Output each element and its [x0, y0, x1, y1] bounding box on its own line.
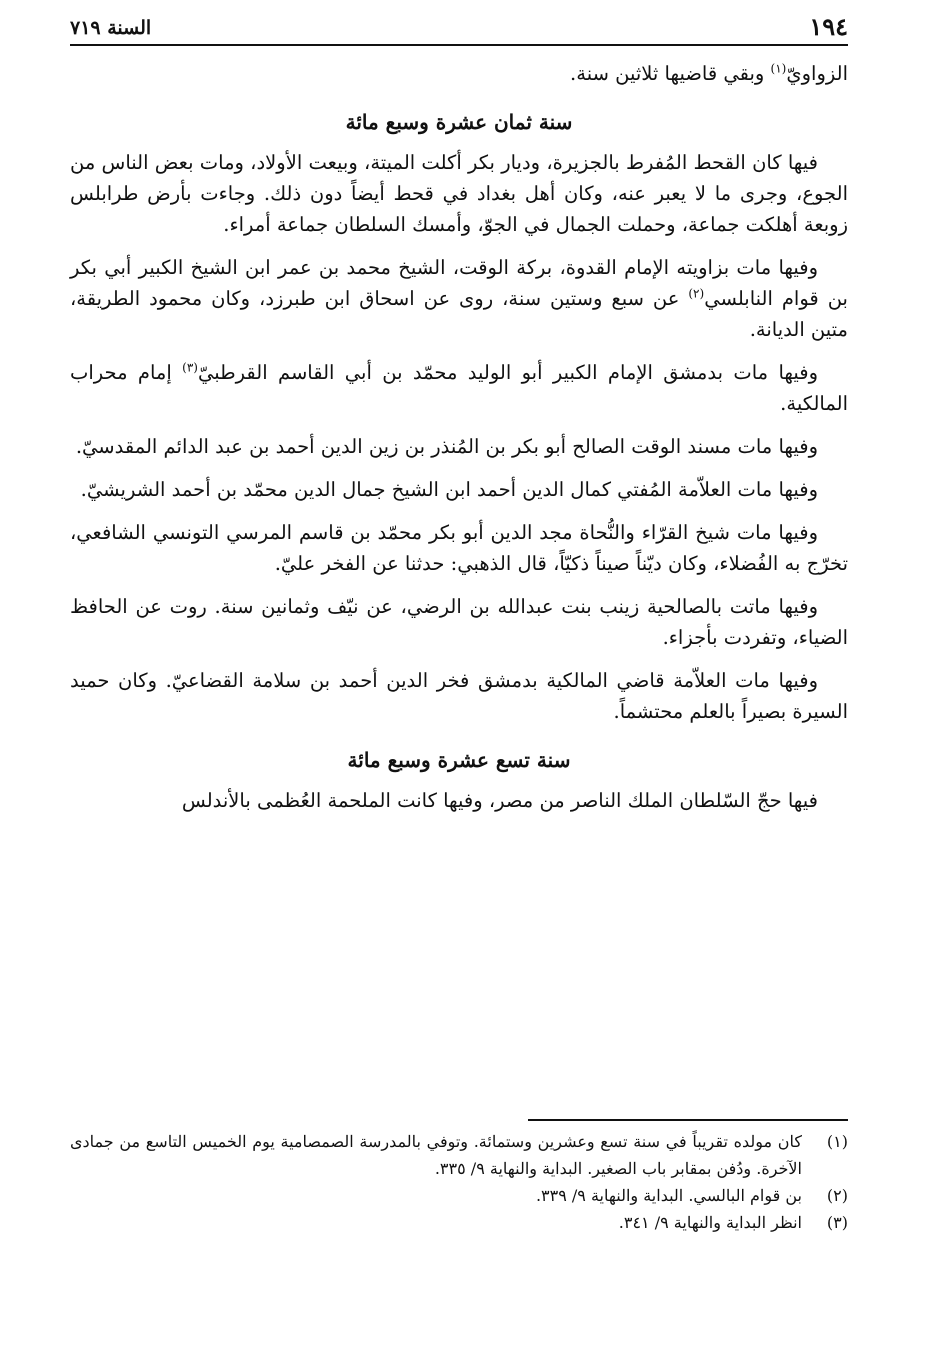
footnote-ref-2[interactable]: (٢): [688, 286, 705, 301]
footnote-number: (١): [826, 1132, 848, 1151]
paragraph-hajj: فيها حجّ السّلطان الملك الناصر من مصر، وفيها كانت الملحمة العُظمى بالأندلس: [181, 789, 818, 812]
running-header: [70, 14, 848, 40]
paragraph-qudai: وفيها مات العلاّمة قاضي المالكية بدمشق فخر الدين أحمد بن سلامة القضاعيّ. وكان حميد السيرة بصيراً بالعلم محتشماً.: [70, 669, 848, 723]
paragraph-nabulsi: [70, 252, 848, 345]
main-text: [70, 58, 848, 828]
section-heading-718: سنة ثمان عشرة وسبع مائة: [345, 110, 573, 134]
page-number: ١٩٤: [809, 12, 848, 41]
running-title-year: السنة ٧١٩: [70, 17, 152, 39]
paragraph-zaynab: وفيها ماتت بالصالحية زينب بنت عبدالله بن الرضي، عن نيّف وثمانين سنة. روت عن الحافظ الضياء، وتفردت بأجزاء.: [70, 595, 848, 649]
footnote-2: [70, 1182, 848, 1209]
paragraph-text-end: عن سبع وستين سنة، روى عن اسحاق ابن طبرزد، وكان محمود الطريقة، متين الديانة.: [70, 287, 848, 341]
footnote-ref-1[interactable]: (١): [770, 61, 787, 76]
section-heading-719: سنة تسع عشرة وسبع مائة: [347, 748, 571, 772]
footnote-text: كان مولده تقريباً في سنة تسع وعشرين وستمائة. وتوفي بالمدرسة الصمصامية يوم الخميس التاسع من جمادى الآخرة. ودُفن بمقابر باب الصغير. البداية والنهاية ٩/ ٣٣٥.: [70, 1132, 802, 1178]
paragraph-text-end: إمام محراب المالكية.: [70, 361, 848, 415]
footnote-text: بن قوام البالسي. البداية والنهاية ٩/ ٣٣٩.: [535, 1186, 802, 1205]
footnote-number: (٢): [826, 1186, 848, 1205]
paragraph-famine: فيها كان القحط المُفرط بالجزيرة، وديار بكر أكلت الميتة، وبيعت الأولاد، ومات بعض الناس من الجوع، وجرى ما لا يعبر عنه، وكان أهل بغداد في قحط أيضاً دون ذلك. وجاءت بأرض طرابلس زوبعة أهلكت جماعة، وحملت الجمال في الجوّ، وأمسك السلطان جماعة أمراء.: [70, 151, 848, 236]
paragraph-maqdisi: وفيها مات مسند الوقت الصالح أبو بكر بن المُنذر بن زين الدين أحمد بن عبد الدائم المقدسيّ.: [75, 435, 818, 458]
footnotes: [70, 1128, 848, 1236]
header-rule: [70, 44, 848, 46]
book-page: [70, 0, 848, 1368]
footnote-1: [70, 1128, 848, 1182]
footnote-ref-3[interactable]: (٣): [182, 360, 198, 375]
paragraph-text: وفيها مات بدمشق الإمام الكبير أبو الوليد محمّد بن أبي القاسم القرطبيّ: [197, 361, 818, 384]
continuation-paragraph: [70, 58, 848, 89]
continuation-text: الزواويّ: [786, 62, 848, 85]
footnote-separator: [528, 1119, 848, 1121]
continuation-text-end: وبقي قاضيها ثلاثين سنة.: [570, 62, 771, 85]
paragraph-sharishi: وفيها مات العلاّمة المُفتي كمال الدين أحمد ابن الشيخ جمال الدين محمّد بن أحمد الشريشيّ.: [80, 478, 818, 501]
footnote-text: انظر البداية والنهاية ٩/ ٣٤١.: [618, 1213, 802, 1232]
footnote-number: (٣): [826, 1213, 848, 1232]
paragraph-text: وفيها مات بزاويته الإمام القدوة، بركة الوقت، الشيخ محمد بن عمر ابن الشيخ الكبير أبي بكر بن قوام النابلسي: [70, 256, 848, 310]
paragraph-mursi: وفيها مات شيخ القرّاء والنُّحاة مجد الدين أبو بكر محمّد بن قاسم المرسي التونسي الشافعي، تخرّج به الفُضلاء، وكان ديّناً صيناً ذكيّاً، قال الذهبي: حدثنا عن الفخر عليّ.: [70, 521, 848, 575]
footnote-3: [70, 1209, 848, 1236]
paragraph-qurtubi: [70, 357, 848, 419]
